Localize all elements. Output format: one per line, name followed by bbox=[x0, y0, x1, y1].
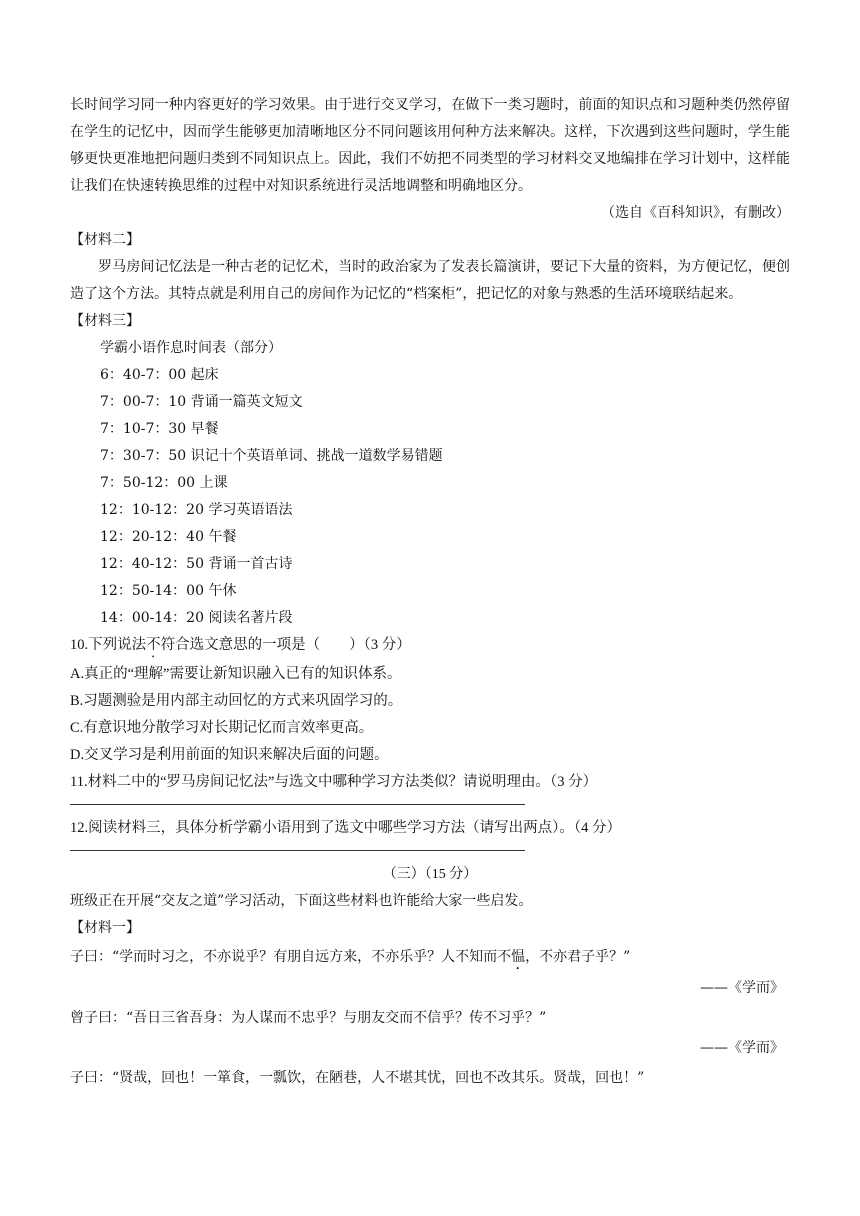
answer-line-11[interactable] bbox=[70, 804, 525, 805]
intro-source: （选自《百科知识》，有删改） bbox=[601, 205, 790, 221]
option-b: B.习题测验是用内部主动回忆的方式来巩固学习的。 bbox=[70, 693, 403, 709]
timetable-item: 12：10-12：20 学习英语语法 bbox=[100, 502, 293, 518]
section-3-material1-heading: 【材料一】 bbox=[70, 920, 140, 936]
timetable-item: 7：10-7：30 早餐 bbox=[100, 421, 219, 437]
timetable-list bbox=[70, 362, 790, 632]
section-3-intro: 班级正在开展“交友之道”学习活动，下面这些材料也许能给大家一些启发。 bbox=[70, 893, 533, 909]
answer-line-12[interactable] bbox=[70, 850, 525, 851]
timetable-item: 12：50-14：00 午休 bbox=[100, 583, 237, 599]
quote-2-attribution: ——《学而》 bbox=[700, 1040, 784, 1056]
timetable-item: 7：00-7：10 背诵一篇英文短文 bbox=[100, 394, 303, 410]
timetable-item: 6：40-7：00 起床 bbox=[100, 367, 219, 383]
timetable-item: 12：40-12：50 背诵一首古诗 bbox=[100, 556, 293, 572]
question-10-emphasis: 不 bbox=[146, 637, 161, 653]
question-10-pre: 10.下列说法 bbox=[70, 637, 147, 653]
section-3-title: （三）（15 分） bbox=[382, 867, 478, 882]
material3-heading: 【材料三】 bbox=[70, 313, 140, 329]
document-page bbox=[70, 92, 790, 1093]
question-10-post: 符合选文意思的一项是（ ）（3 分） bbox=[160, 637, 411, 653]
option-a: A.真正的“理解”需要让新知识融入已有的知识体系。 bbox=[70, 666, 402, 682]
quote-1-post: ，不亦君子乎？” bbox=[525, 949, 631, 965]
quote-1-pre: 子曰：“学而时习之，不亦说乎？有朋自远方来，不亦乐乎？人不知而不 bbox=[70, 949, 512, 965]
question-10 bbox=[70, 632, 790, 661]
quote-1-attribution: ——《学而》 bbox=[700, 980, 784, 996]
intro-paragraph: 长时间学习同一种内容更好的学习效果。由于进行交叉学习，在做下一类习题时，前面的知识点和习题种类仍然停留在学生的记忆中，因而学生能够更加清晰地区分不同问题该用何种方法来解决。这样，下次遇到这些问题时，学生能够更快更准地把问题归类到不同知识点上。因此，我们不妨把不同类型的学习材料交叉地编排在学习计划中，这样能让我们在快速转换思维的过程中对知识系统进行灵活地调整和明确地区分。 bbox=[70, 97, 790, 194]
quote-1 bbox=[70, 942, 790, 973]
timetable-item: 7：50-12：00 上课 bbox=[100, 475, 228, 491]
option-c: C.有意识地分散学习对长期记忆而言效率更高。 bbox=[70, 720, 374, 736]
option-d: D.交叉学习是利用前面的知识来解决后面的问题。 bbox=[70, 747, 389, 763]
quote-3: 子曰：“贤哉，回也！一箪食，一瓢饮，在陋巷，人不堪其忧，回也不改其乐。贤哉，回也！” bbox=[70, 1070, 645, 1086]
material2-heading: 【材料二】 bbox=[70, 232, 140, 248]
material2-paragraph: 罗马房间记忆法是一种古老的记忆术，当时的政治家为了发表长篇演讲，要记下大量的资料，为方便记忆，便创造了这个方法。其特点就是利用自己的房间作为记忆的“档案柜”，把记忆的对象与熟悉的生活环境联结起来。 bbox=[70, 259, 790, 302]
timetable-item: 14：00-14：20 阅读名著片段 bbox=[100, 610, 293, 626]
timetable-title: 学霸小语作息时间表（部分） bbox=[100, 340, 282, 356]
timetable-item: 12：20-12：40 午餐 bbox=[100, 529, 237, 545]
question-12: 12.阅读材料三，具体分析学霸小语用到了选文中哪些学习方法（请写出两点）。（4 分） bbox=[70, 820, 621, 836]
timetable-item: 7：30-7：50 识记十个英语单词、挑战一道数学易错题 bbox=[100, 448, 443, 464]
question-11: 11.材料二中的“罗马房间记忆法”与选文中哪种学习方法类似？请说明理由。（3 分） bbox=[70, 774, 598, 790]
quote-1-emphasis: 愠 bbox=[511, 949, 526, 965]
quote-2: 曾子曰：“吾日三省吾身：为人谋而不忠乎？与朋友交而不信乎？传不习乎？” bbox=[70, 1010, 547, 1026]
